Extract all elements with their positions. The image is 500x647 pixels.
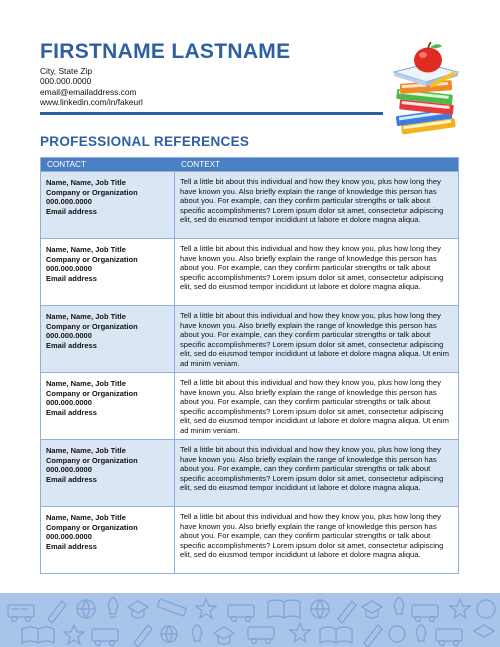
contact-cell: [41, 239, 175, 305]
contact-cell: [41, 440, 175, 506]
reference-company: Company or Organization: [46, 254, 138, 264]
reference-phone: 000.000.0000: [46, 398, 92, 408]
reference-phone: 000.000.0000: [46, 197, 92, 207]
context-cell: Tell a little bit about this individual and how they know you, plus how long they have known you. Also briefly explain the range of knowledge this person has about you. For example, can they confirm particular strengths or talk about specific accomplishments? Lorem ipsum dolor sit amet, consectetur adipiscing elit, sed do eiusmod tempor incididunt ut labore et dolore magna aliqua. Ut enim ad minim veniam.: [180, 378, 449, 435]
contact-cell: [41, 373, 175, 439]
reference-name: Name, Name, Job Title: [46, 245, 126, 254]
reference-email: Email address: [46, 340, 97, 350]
reference-email: Email address: [46, 273, 97, 283]
column-header-contact: CONTACT: [47, 160, 86, 169]
context-cell: Tell a little bit about this individual and how they know you, plus how long they have known you. Also briefly explain the range of knowledge this person has about you. For example, can they confirm particular strengths or talk about specific accomplishments? Lorem ipsum dolor sit amet, consectetur adipiscing elit, sed do eiusmod tempor incididunt ut labore et dolore magna aliqua. Ut enim ad minim veniam.: [180, 311, 449, 368]
references-table: [40, 157, 459, 574]
reference-name: Name, Name, Job Title: [46, 312, 126, 321]
reference-name: Name, Name, Job Title: [46, 178, 126, 187]
table-header: [41, 158, 458, 171]
applicant-name: FIRSTNAME LASTNAME: [40, 40, 291, 63]
reference-phone: 000.000.0000: [46, 532, 92, 542]
context-cell: Tell a little bit about this individual and how they know you, plus how long they have known you. Also briefly explain the range of knowledge this person has about you. For example, can they confirm particular strengths or talk about specific accomplishments? Lorem ipsum dolor sit amet, consectetur adipiscing elit, sed do eiusmod tempor incididunt ut labore et dolore magna aliqua.: [180, 445, 444, 493]
table-row: [41, 372, 458, 439]
table-row: [41, 506, 458, 573]
contact-cell: [41, 306, 175, 372]
table-row: [41, 305, 458, 372]
contact-block: [40, 66, 143, 108]
reference-company: Company or Organization: [46, 388, 138, 398]
reference-company: Company or Organization: [46, 522, 138, 532]
context-cell: Tell a little bit about this individual and how they know you, plus how long they have known you. Also briefly explain the range of knowledge this person has about you. For example, can they confirm particular strengths or talk about specific accomplishments? Lorem ipsum dolor sit amet, consectetur adipiscing elit, sed do eiusmod tempor incididunt ut labore et dolore magna aliqua.: [180, 512, 444, 560]
apple-on-books-icon: [388, 42, 464, 140]
reference-phone: 000.000.0000: [46, 465, 92, 475]
reference-email: Email address: [46, 206, 97, 216]
reference-name: Name, Name, Job Title: [46, 379, 126, 388]
context-cell: Tell a little bit about this individual and how they know you, plus how long they have known you. Also briefly explain the range of knowledge this person has about you. For example, can they confirm particular strengths or talk about specific accomplishments? Lorem ipsum dolor sit amet, consectetur adipiscing elit, sed do eiusmod tempor incididunt ut labore et dolore magna aliqua.: [180, 177, 444, 225]
school-doodle-pattern: [0, 593, 500, 647]
reference-company: Company or Organization: [46, 321, 138, 331]
reference-name: Name, Name, Job Title: [46, 446, 126, 455]
reference-company: Company or Organization: [46, 187, 138, 197]
email-address[interactable]: email@emailaddress.com: [40, 86, 137, 97]
reference-phone: 000.000.0000: [46, 331, 92, 341]
table-row: [41, 171, 458, 238]
phone-number: 000.000.0000: [40, 76, 92, 87]
table-row: [41, 439, 458, 506]
section-title: PROFESSIONAL REFERENCES: [40, 134, 250, 149]
reference-phone: 000.000.0000: [46, 264, 92, 274]
reference-name: Name, Name, Job Title: [46, 513, 126, 522]
column-header-context: CONTEXT: [181, 160, 221, 169]
contact-cell: [41, 507, 175, 573]
context-cell: Tell a little bit about this individual and how they know you, plus how long they have known you. Also briefly explain the range of knowledge this person has about you. For example, can they confirm particular strengths or talk about specific accomplishments? Lorem ipsum dolor sit amet, consectetur adipiscing elit, sed do eiusmod tempor incididunt ut labore et dolore magna aliqua.: [180, 244, 444, 292]
reference-email: Email address: [46, 541, 97, 551]
contact-cell: [41, 172, 175, 238]
table-row: [41, 238, 458, 305]
reference-email: Email address: [46, 474, 97, 484]
city-state-zip: City, State Zip: [40, 66, 92, 76]
header-divider: [40, 112, 383, 115]
website-url[interactable]: www.linkedin.com/in/fakeurl: [40, 97, 143, 108]
reference-company: Company or Organization: [46, 455, 138, 465]
reference-email: Email address: [46, 407, 97, 417]
